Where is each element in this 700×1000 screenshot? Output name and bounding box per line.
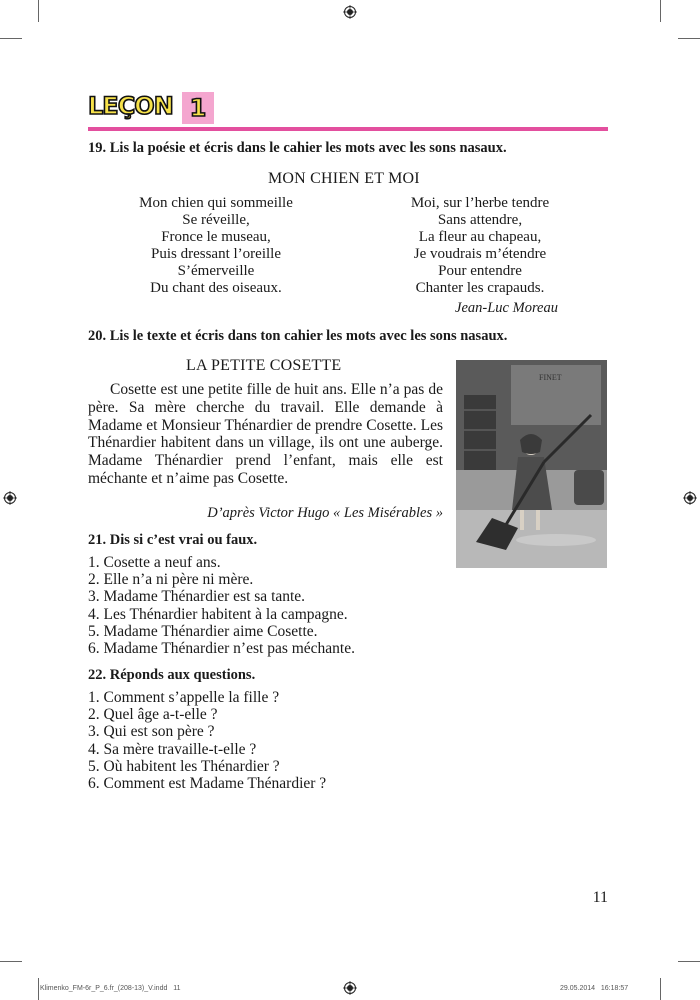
list-item: 4. Sa mère travaille-t-elle ? <box>88 740 257 758</box>
text-title: LA PETITE COSETTE <box>186 357 342 374</box>
exercise-19-instruction: 19. Lis la poésie et écris dans le cahier les mots avec les sons nasaux. <box>88 140 507 156</box>
header-divider <box>88 127 608 131</box>
exercise-21-list <box>88 554 355 657</box>
exercise-20-instruction: 20. Lis le texte et écris dans ton cahier les mots avec les sons nasaux. <box>88 328 508 344</box>
list-item: 2. Quel âge a-t-elle ? <box>88 706 218 724</box>
crop-mark <box>38 978 39 1000</box>
poem-line: Puis dressant l’oreille <box>151 246 281 262</box>
text-paragraph: Cosette est une petite fille de huit ans. Elle n’a pas de père. Sa mère cherche du travail. Elle demande à Madame et Monsieur Thénardier de prendre Cosette. Les Thénardier habitent dans un village, ils ont une auberge. Madame Thénardier prend l’enfant, mais elle est méchante et n’aime pas Cosette. <box>88 381 443 487</box>
poem-line: Chanter les crapauds. <box>415 280 545 296</box>
registration-mark-icon <box>343 5 357 19</box>
registration-mark-icon <box>343 981 357 995</box>
poem-line: Je voudrais m’étendre <box>413 246 547 262</box>
crop-mark <box>0 961 22 962</box>
poem-line: Pour entendre <box>438 263 522 279</box>
poem-line: La fleur au chapeau, <box>418 229 542 245</box>
crop-mark <box>678 961 700 962</box>
poem-line: Du chant des oiseaux. <box>150 280 282 296</box>
list-item: 2. Elle n’a ni père ni mère. <box>88 571 254 589</box>
crop-mark <box>0 38 22 39</box>
registration-mark-icon <box>3 491 17 505</box>
illustration-sign: FINET <box>539 373 562 382</box>
list-item: 6. Comment est Madame Thénardier ? <box>88 775 327 793</box>
list-item: 3. Qui est son père ? <box>88 723 215 741</box>
poem-line: Fronce le museau, <box>161 229 271 245</box>
poem-line: Mon chien qui sommeille <box>139 195 293 211</box>
list-item: 4. Les Thénardier habitent à la campagne. <box>88 605 348 623</box>
list-item: 1. Cosette a neuf ans. <box>88 554 221 571</box>
poem-author: Jean-Luc Moreau <box>455 300 558 316</box>
exercise-22-instruction: 22. Réponds aux questions. <box>88 667 256 683</box>
poem-left-stanza <box>115 195 317 297</box>
poem-line: Moi, sur l’herbe tendre <box>410 195 550 211</box>
list-item: 6. Madame Thénardier n’est pas méchante. <box>88 640 355 658</box>
list-item: 5. Madame Thénardier aime Cosette. <box>88 622 318 640</box>
lesson-number-badge: 1 <box>182 92 214 124</box>
text-source: D’après Victor Hugo « Les Misérables » <box>207 505 443 521</box>
registration-mark-icon <box>683 491 697 505</box>
crop-mark <box>660 978 661 1000</box>
list-item: 3. Madame Thénardier est sa tante. <box>88 588 306 606</box>
poem-line: S’émerveille <box>177 263 255 279</box>
exercise-22-list <box>88 689 326 792</box>
footer-timestamp: 29.05.2014 16:18:57 <box>560 985 629 992</box>
crop-mark <box>38 0 39 22</box>
footer-filename: Klimenko_FM-6r_P_6.fr_(208-13)_V.indd 11 <box>40 985 181 992</box>
poem-line: Sans attendre, <box>437 212 523 228</box>
poem-right-stanza <box>391 195 569 297</box>
lesson-label: LEÇON <box>88 92 173 120</box>
exercise-21-instruction: 21. Dis si c’est vrai ou faux. <box>88 532 258 548</box>
poem-line: Se réveille, <box>182 212 250 228</box>
list-item: 1. Comment s’appelle la fille ? <box>88 689 280 706</box>
list-item: 5. Où habitent les Thénardier ? <box>88 757 280 775</box>
crop-mark <box>678 38 700 39</box>
poem-title: MON CHIEN ET MOI <box>268 170 420 187</box>
crop-mark <box>660 0 661 22</box>
page-number: 11 <box>592 889 608 906</box>
